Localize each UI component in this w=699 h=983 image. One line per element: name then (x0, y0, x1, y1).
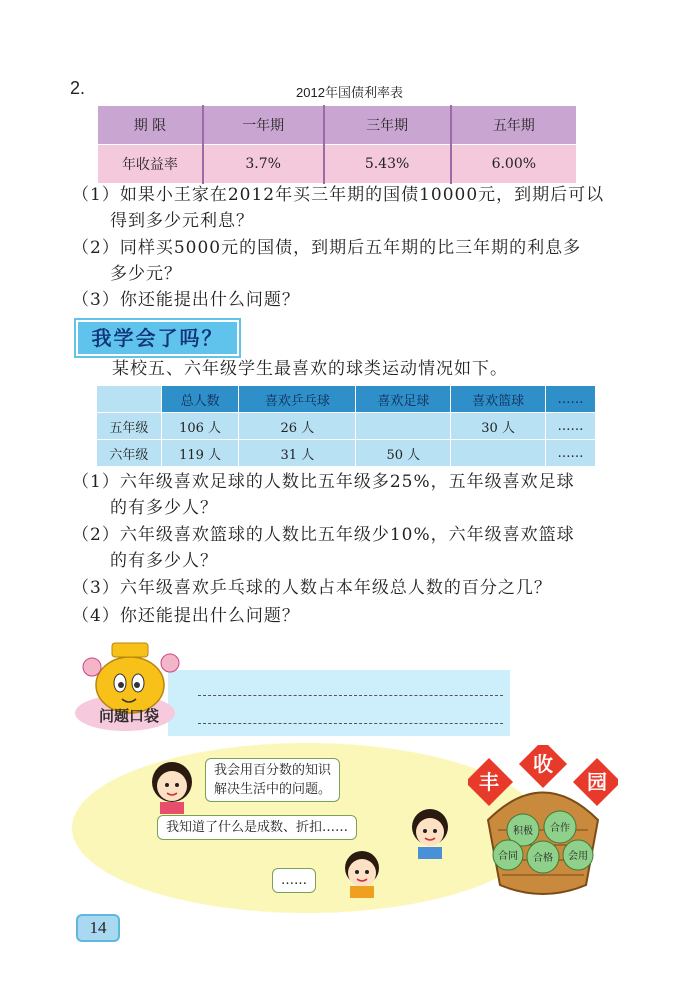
q2-item-3 (72, 287, 672, 313)
table-header-row (98, 106, 577, 145)
item-text: 六年级喜欢乒乓球的人数占本年级总人数的百分之几？ (119, 578, 552, 598)
hand-icon (83, 658, 101, 676)
table-row (97, 413, 596, 440)
header-cell: 喜欢足球 (356, 386, 451, 413)
item-text: 同样买5000元的国债，到期后五年期的比三年期的利息多 (119, 238, 582, 258)
sign-char: 丰 (479, 770, 499, 794)
table-cell: 26 人 (239, 413, 356, 440)
section-item-3 (72, 575, 672, 601)
item-text-cont: 多少元？ (110, 264, 182, 284)
ball-sports-table (96, 385, 596, 467)
header-cell: 总人数 (161, 386, 238, 413)
rate-cell: 5.43% (324, 145, 451, 184)
girl-avatar (148, 758, 196, 814)
item-number: （3） (72, 290, 120, 310)
table-cell: 106 人 (161, 413, 238, 440)
table-cell: 50 人 (356, 440, 451, 467)
section-banner (76, 320, 239, 356)
table-header-row (97, 386, 596, 413)
boy2-avatar (340, 848, 384, 898)
header-cell: …… (546, 386, 596, 413)
speech-bubble-2: 我知道了什么是成数、折扣…… (157, 815, 357, 840)
fruit-label: 积极 (513, 826, 533, 837)
q2-item-1 (72, 182, 672, 234)
table-cell: …… (546, 413, 596, 440)
fruit-label: 合作 (550, 823, 570, 834)
answer-area (168, 670, 510, 736)
pocket-top (112, 643, 148, 657)
table-cell: 31 人 (239, 440, 356, 467)
bubble-text: 我会用百分数的知识 (214, 763, 332, 778)
answer-line[interactable] (198, 694, 503, 696)
page-number: 14 (76, 914, 120, 942)
grade-label: 六年级 (97, 440, 162, 467)
fruit-label: 合格 (533, 853, 553, 864)
q2-item-2 (72, 235, 672, 287)
table-cell (356, 413, 451, 440)
item-text: 六年级喜欢足球的人数比五年级多25%，五年级喜欢足球 (119, 472, 575, 492)
item-number: （1） (72, 472, 120, 492)
header-cell: 三年期 (324, 106, 451, 145)
bubble-text: 解决生活中的问题。 (214, 782, 332, 797)
header-cell: 喜欢乒乓球 (239, 386, 356, 413)
rate-cell: 3.7% (203, 145, 324, 184)
header-cell (97, 386, 162, 413)
question-number: 2. (70, 78, 86, 98)
item-number: （4） (72, 606, 120, 626)
header-cell: 期 限 (98, 106, 203, 145)
item-text-cont: 的有多少人？ (110, 551, 218, 571)
sign-char: 园 (587, 770, 607, 794)
table-title: 2012年国债利率表 (296, 85, 403, 100)
item-text-cont: 得到多少元利息？ (110, 211, 254, 231)
section-intro: 某校五、六年级学生最喜欢的球类运动情况如下。 (112, 359, 508, 379)
item-text-cont: 的有多少人？ (110, 498, 218, 518)
section-title: 我学会了吗？ (91, 326, 224, 350)
item-text: 你还能提出什么问题？ (119, 290, 300, 310)
harvest-basket (468, 745, 618, 905)
table-cell (451, 440, 546, 467)
item-number: （3） (72, 578, 120, 598)
header-cell: 一年期 (203, 106, 324, 145)
row-label: 年收益率 (98, 145, 203, 184)
interest-rate-table (97, 105, 577, 184)
fruit-label: 合同 (498, 851, 518, 862)
item-number: （2） (72, 525, 120, 545)
pocket-label: 问题口袋 (98, 707, 159, 725)
table-cell: …… (546, 440, 596, 467)
header-cell: 喜欢篮球 (451, 386, 546, 413)
item-number: （2） (72, 238, 120, 258)
fruit-label: 会用 (568, 851, 588, 862)
header-cell: 五年期 (451, 106, 577, 145)
table-cell: 119 人 (161, 440, 238, 467)
table-row (97, 440, 596, 467)
grade-label: 五年级 (97, 413, 162, 440)
rate-cell: 6.00% (451, 145, 577, 184)
speech-bubble-1 (205, 758, 340, 802)
hand-icon (161, 654, 179, 672)
sign-char: 收 (533, 752, 553, 776)
section-item-2 (72, 522, 672, 574)
section-item-1 (72, 469, 672, 521)
item-text: 六年级喜欢篮球的人数比五年级少10%，六年级喜欢篮球 (119, 525, 575, 545)
boy-avatar (408, 805, 452, 861)
speech-bubble-3: …… (272, 868, 316, 893)
table-cell: 30 人 (451, 413, 546, 440)
table-row (98, 145, 577, 184)
item-number: （1） (72, 185, 120, 205)
answer-line[interactable] (198, 722, 503, 724)
item-text: 如果小王家在2012年买三年期的国债10000元，到期后可以 (119, 185, 605, 205)
item-text: 你还能提出什么问题？ (119, 606, 300, 626)
